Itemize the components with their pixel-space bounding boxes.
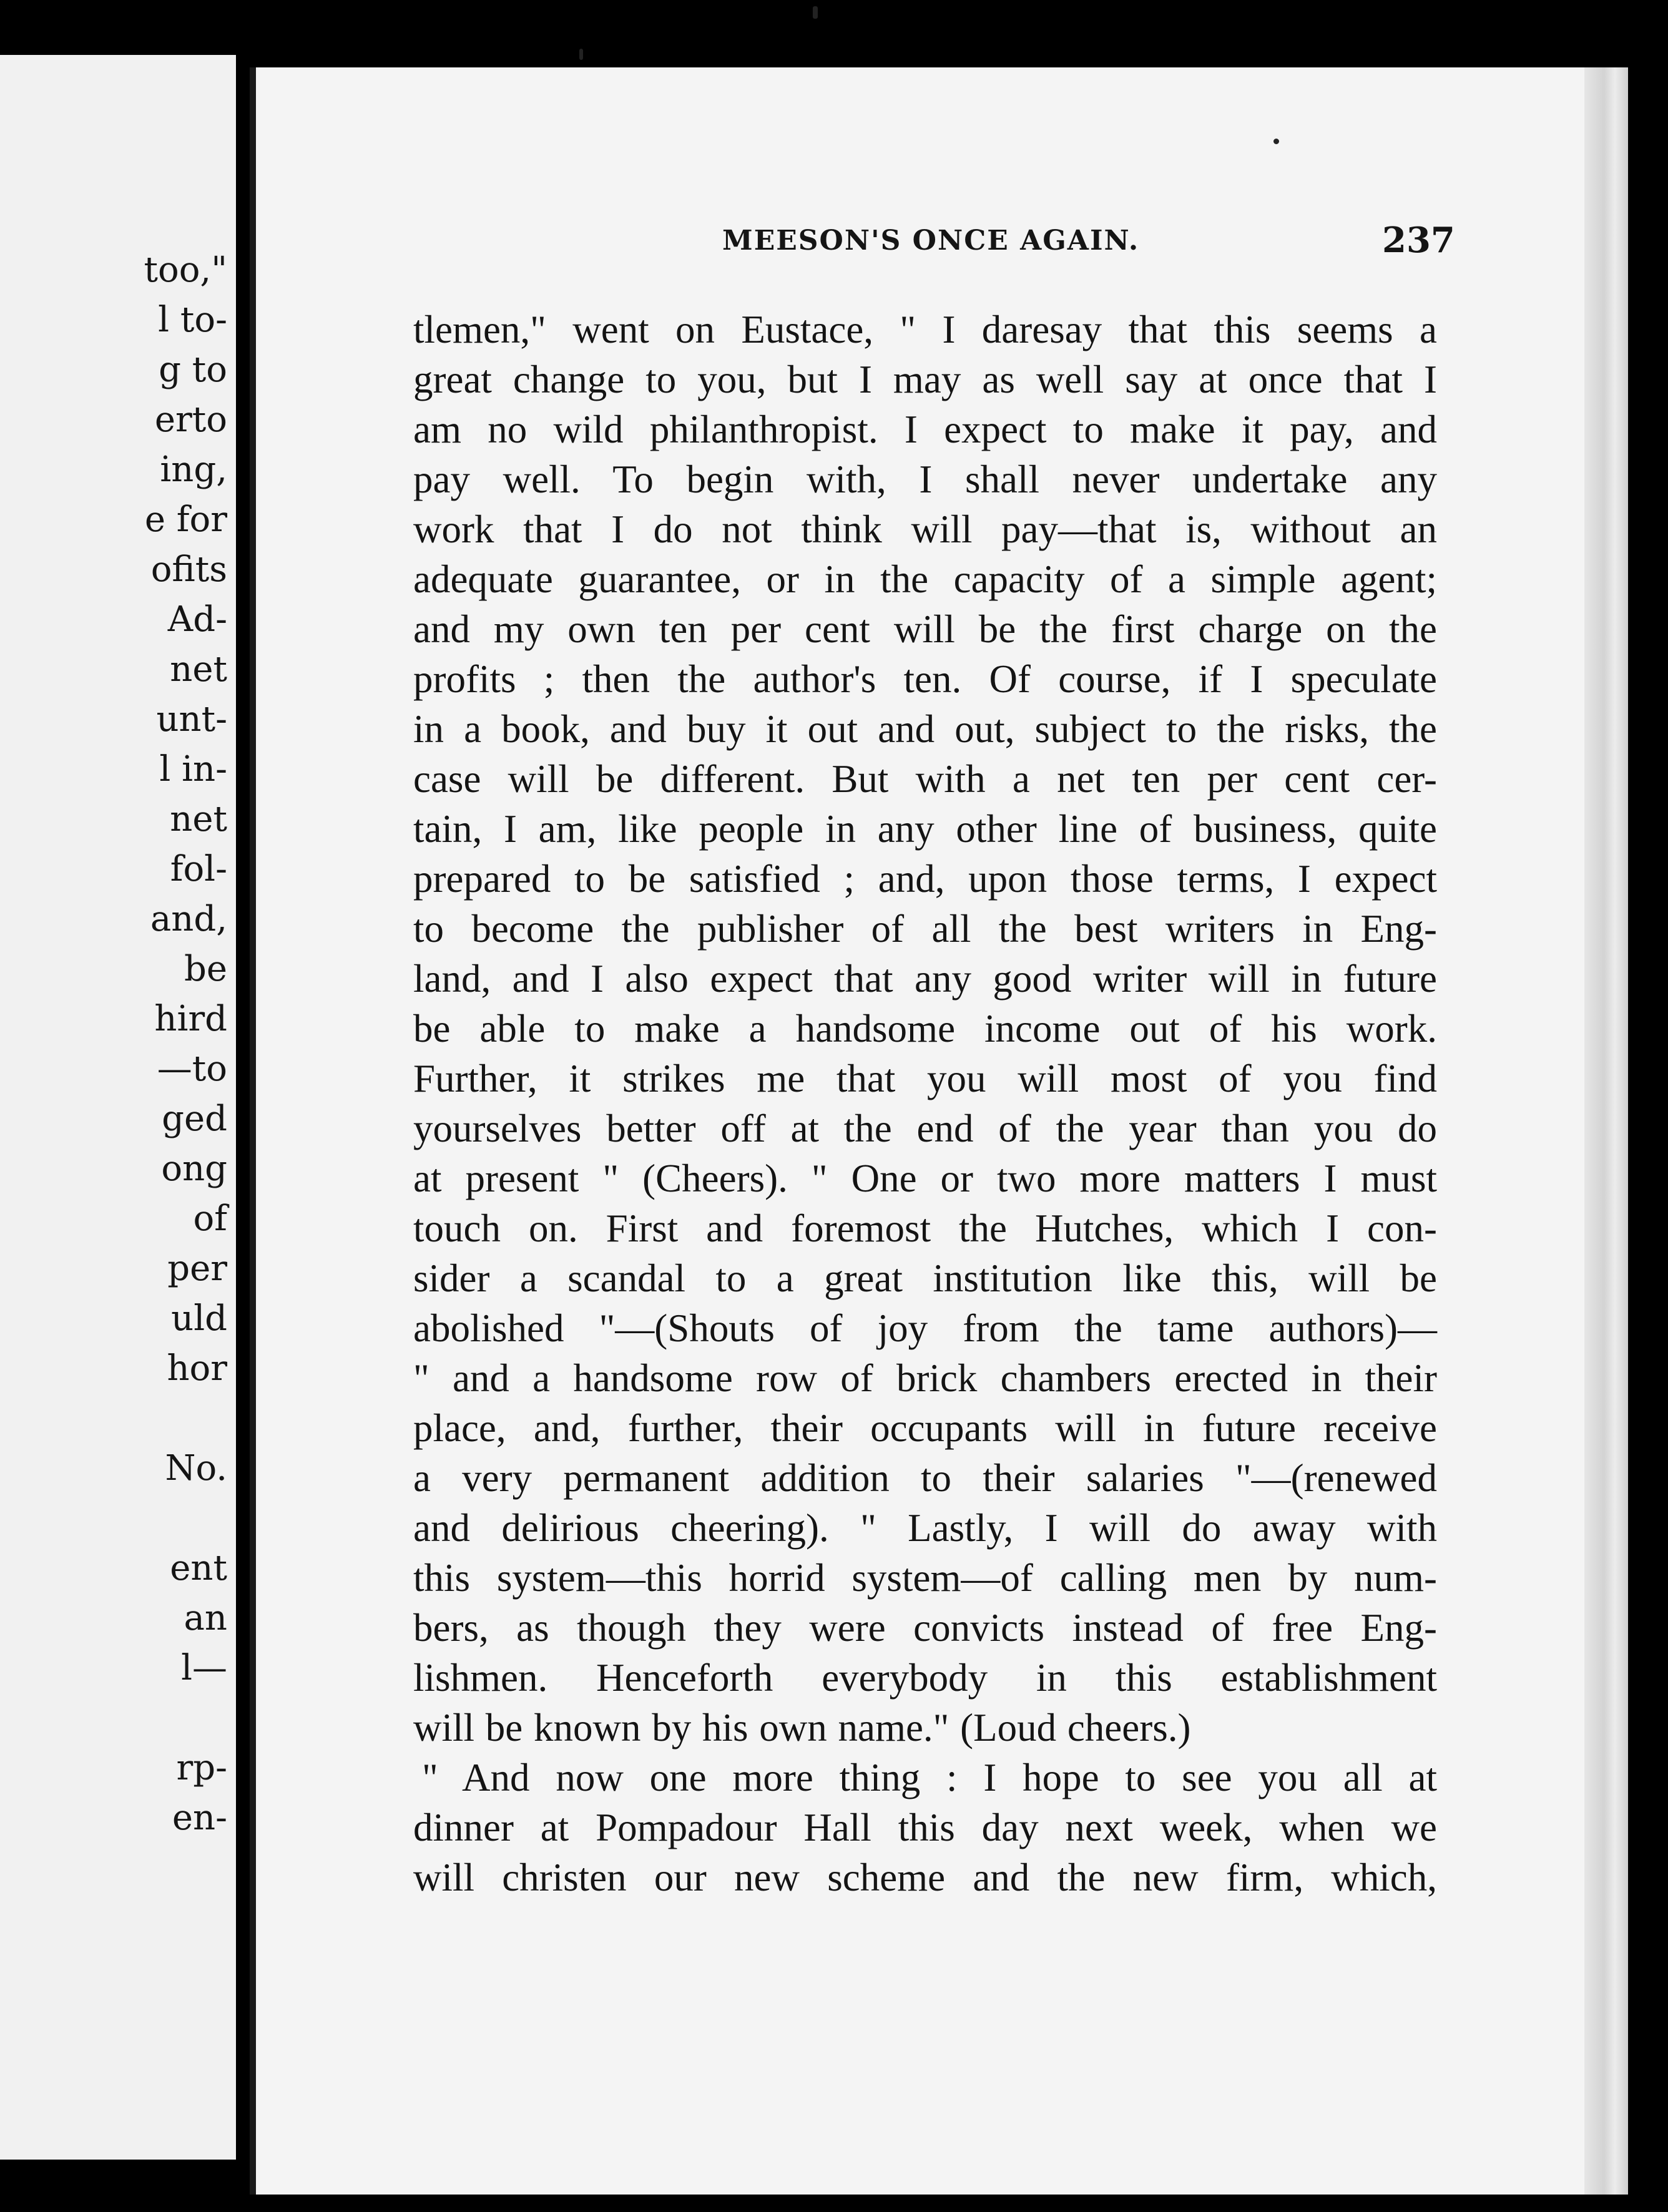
left-page-line: e for: [144, 499, 227, 540]
left-page-line: hor: [167, 1348, 227, 1389]
left-page-line: fol-: [170, 849, 227, 889]
scan-speck: [1273, 139, 1279, 144]
left-page-line: hird: [154, 999, 227, 1039]
left-page-line: net: [170, 649, 227, 690]
text-line: tain, I am, like people in any other line of business, quite: [413, 807, 1437, 851]
text-line: yourselves better off at the end of the year than you do: [413, 1107, 1437, 1150]
left-page-line: erto: [154, 399, 227, 440]
left-page-line: l—: [181, 1648, 227, 1688]
text-line: profits ; then the author's ten. Of course, if I speculate: [413, 657, 1437, 701]
left-page-line: per: [167, 1248, 227, 1289]
text-line: " and a handsome row of brick chambers erected in their: [413, 1356, 1437, 1400]
left-page-line: and,: [150, 899, 227, 939]
text-line: lishmen. Henceforth everybody in this establishment: [413, 1656, 1437, 1700]
text-line: work that I do not think will pay—that is, without an: [413, 507, 1437, 551]
text-line: tlemen," went on Eustace, " I daresay that this seems a: [413, 308, 1437, 351]
left-page-line: unt-: [156, 699, 227, 740]
left-page-line: too,": [144, 250, 227, 290]
left-page-line: en-: [172, 1798, 227, 1838]
left-page-line: ing,: [160, 449, 227, 490]
left-page-line: rp-: [176, 1748, 227, 1788]
left-page-line: No.: [165, 1448, 227, 1489]
text-line: and my own ten per cent will be the first charge on the: [413, 607, 1437, 651]
left-page-line: an: [184, 1598, 227, 1638]
text-line: a very permanent addition to their salaries "—(renewed: [413, 1456, 1437, 1500]
page-number: 237: [1382, 220, 1455, 261]
text-line: at present " (Cheers). " One or two more matters I must: [413, 1157, 1437, 1200]
left-page-line: of: [193, 1198, 227, 1239]
text-line: pay well. To begin with, I shall never undertake any: [413, 458, 1437, 501]
text-line: and delirious cheering). " Lastly, I will do away with: [413, 1506, 1437, 1550]
left-page-line: —to: [157, 1049, 227, 1089]
text-line: place, and, further, their occupants will in future receive: [413, 1406, 1437, 1450]
left-page-line: be: [184, 949, 227, 989]
left-page-line: g to: [159, 350, 227, 390]
left-page-line: Ad-: [167, 599, 227, 640]
text-line: Further, it strikes me that you will most of you find: [413, 1057, 1437, 1100]
body-text: [413, 305, 1437, 1902]
text-line: dinner at Pompadour Hall this day next week, when we: [413, 1806, 1437, 1849]
text-line: be able to make a handsome income out of his work.: [413, 1007, 1437, 1050]
text-line: this system—this horrid system—of calling men by num-: [413, 1556, 1437, 1600]
text-line: prepared to be satisfied ; and, upon those terms, I expect: [413, 857, 1437, 901]
text-line: adequate guarantee, or in the capacity of a simple agent;: [413, 557, 1437, 601]
left-page-line: ent: [170, 1548, 227, 1588]
text-line: abolished "—(Shouts of joy from the tame authors)—: [413, 1306, 1437, 1350]
text-line: will be known by his own name." (Loud cheers.): [413, 1706, 1191, 1750]
text-line: in a book, and buy it out and out, subject to the risks, the: [413, 707, 1437, 751]
text-line: am no wild philanthropist. I expect to make it pay, and: [413, 408, 1437, 451]
running-head: MEESON'S ONCE AGAIN.: [722, 225, 1140, 257]
text-line: great change to you, but I may as well say at once that I: [413, 358, 1437, 401]
text-line: land, and I also expect that any good writer will in future: [413, 957, 1437, 1001]
left-page-line: l in-: [159, 749, 227, 790]
text-line: to become the publisher of all the best writers in Eng-: [413, 907, 1437, 951]
text-line: will christen our new scheme and the new firm, which,: [413, 1856, 1437, 1899]
text-line: sider a scandal to a great institution like this, will be: [413, 1256, 1437, 1300]
left-page-line: ong: [161, 1148, 227, 1189]
left-page-line: l to-: [158, 300, 227, 340]
left-facing-page: [0, 55, 236, 2160]
text-line: case will be different. But with a net ten per cent cer-: [413, 757, 1437, 801]
left-page-line: uld: [171, 1298, 227, 1339]
text-line: bers, as though they were convicts instead of free Eng-: [413, 1606, 1437, 1650]
left-page-line: ofits: [150, 549, 227, 590]
left-page-line: net: [170, 799, 227, 839]
text-line: touch on. First and foremost the Hutches, which I con-: [413, 1206, 1437, 1250]
left-page-line: ged: [162, 1099, 227, 1139]
scan-speck: [813, 6, 818, 19]
page-edge-shadow: [1584, 67, 1628, 2195]
text-line: " And now one more thing : I hope to see you all at: [422, 1756, 1437, 1799]
scan-speck: [579, 49, 583, 60]
